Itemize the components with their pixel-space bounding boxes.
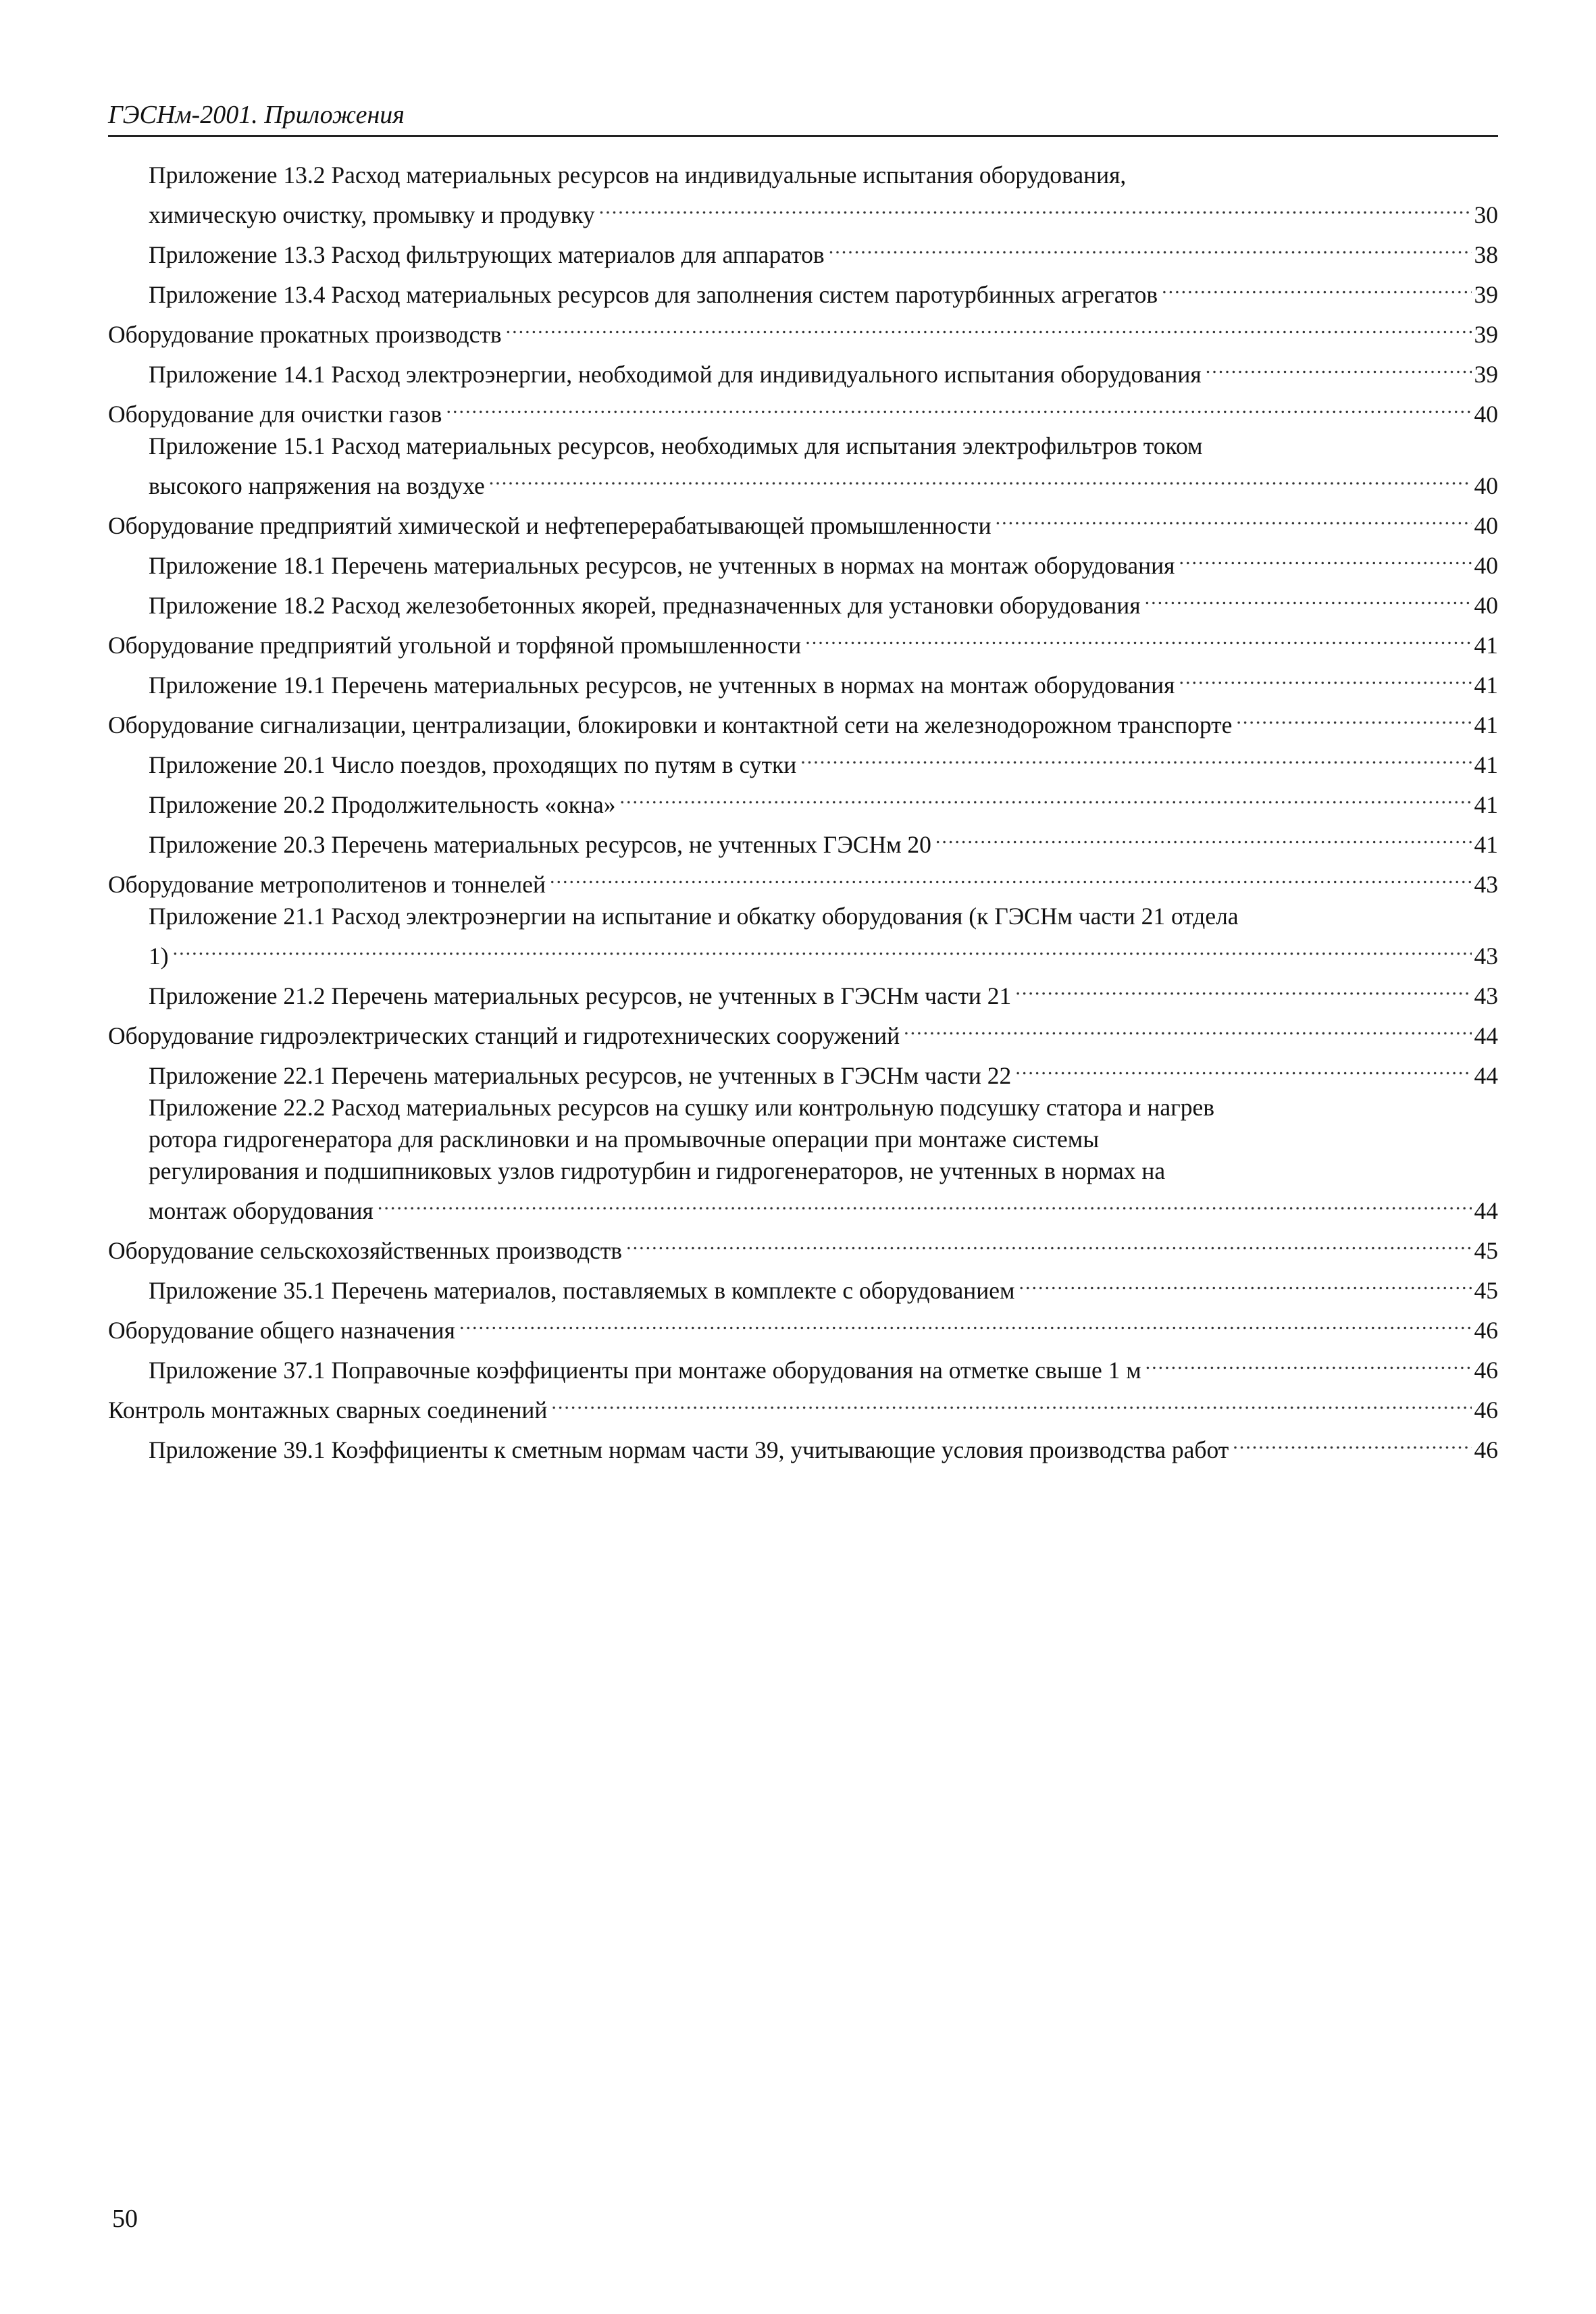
header-doc-code: ГЭСНм-2001. bbox=[108, 101, 258, 129]
toc-page-number: 41 bbox=[1474, 711, 1498, 738]
header-section: Приложения bbox=[264, 101, 405, 129]
toc-entry-title: Приложение 18.1 Перечень материальных ресурсов, не учтенных в нормах на монтаж оборудования bbox=[149, 552, 1175, 579]
toc-page-number: 41 bbox=[1474, 831, 1498, 858]
dot-leader bbox=[996, 502, 1472, 534]
toc-entry-title: Контроль монтажных сварных соединений bbox=[108, 1397, 548, 1424]
dot-leader bbox=[459, 1307, 1472, 1338]
toc-entry-line bbox=[108, 1386, 1498, 1426]
toc-entry-title: Оборудование сельскохозяйственных производств bbox=[108, 1237, 623, 1264]
toc-page-number: 38 bbox=[1474, 241, 1498, 268]
toc-entry-line bbox=[108, 701, 1498, 741]
toc-entry-text-line: Приложение 15.1 Расход материальных ресурсов, необходимых для испытания электрофильтров током bbox=[149, 432, 1203, 459]
dot-leader bbox=[1145, 582, 1472, 613]
toc-entry-text-line: Приложение 21.1 Расход электроэнергии на испытание и обкатку оборудования (к ГЭСНм части 21 отдела bbox=[149, 903, 1239, 930]
toc-entry-line bbox=[149, 781, 1498, 821]
dot-leader bbox=[1162, 271, 1471, 303]
toc-entry-line bbox=[149, 1052, 1498, 1092]
toc-entry-title: Приложение 21.2 Перечень материальных ресурсов, не учтенных в ГЭСНм части 21 bbox=[149, 982, 1012, 1009]
toc-appendix-entry bbox=[108, 542, 1498, 582]
dot-leader bbox=[446, 391, 1471, 422]
toc-section-entry bbox=[108, 701, 1498, 741]
page-number: 50 bbox=[112, 2205, 138, 2233]
toc-entry-text-line: регулирования и подшипниковых узлов гидротурбин и гидрогенераторов, не учтенных в нормах на bbox=[149, 1157, 1166, 1184]
toc-entry-title: Оборудование предприятий химической и нефтеперерабатывающей промышленности bbox=[108, 512, 992, 539]
dot-leader bbox=[378, 1187, 1472, 1219]
toc-section-entry bbox=[108, 622, 1498, 661]
toc-appendix-entry bbox=[108, 231, 1498, 271]
dot-leader bbox=[1179, 542, 1472, 574]
toc-entry-title: Оборудование для очистки газов bbox=[108, 401, 442, 428]
toc-entry-line bbox=[108, 1227, 1498, 1267]
toc-entry-title: 1) bbox=[149, 942, 169, 970]
toc-appendix-entry bbox=[108, 901, 1498, 972]
toc-entry-line bbox=[108, 311, 1498, 351]
toc-page-number: 40 bbox=[1474, 512, 1498, 539]
toc-page-number: 40 bbox=[1474, 592, 1498, 619]
toc-entry-line bbox=[149, 1187, 1498, 1227]
toc-page-number: 46 bbox=[1474, 1357, 1498, 1384]
toc-section-entry bbox=[108, 1227, 1498, 1267]
toc-page-number: 44 bbox=[1474, 1197, 1498, 1224]
toc-entry-title: монтаж оборудования bbox=[149, 1197, 374, 1224]
toc-appendix-entry bbox=[108, 1092, 1498, 1227]
toc-appendix-entry bbox=[108, 972, 1498, 1012]
toc-entry-text-line: Приложение 13.2 Расход материальных ресурсов на индивидуальные испытания оборудования, bbox=[149, 161, 1127, 188]
dot-leader bbox=[489, 462, 1472, 494]
toc-entry-line bbox=[149, 821, 1498, 861]
toc-section-entry bbox=[108, 311, 1498, 351]
dot-leader bbox=[935, 821, 1472, 853]
toc-section-entry bbox=[108, 1386, 1498, 1426]
toc-entry-line bbox=[149, 231, 1498, 271]
dot-leader bbox=[1015, 972, 1471, 1004]
toc-entry-title: химическую очистку, промывку и продувку bbox=[149, 201, 595, 228]
dot-leader bbox=[1236, 701, 1471, 733]
dot-leader bbox=[800, 741, 1471, 773]
toc-entry-line bbox=[149, 1267, 1498, 1307]
toc-entry-title: Оборудование общего назначения bbox=[108, 1317, 455, 1344]
toc-appendix-entry bbox=[108, 159, 1498, 231]
dot-leader bbox=[1233, 1426, 1471, 1458]
toc-entry-text-line: Приложение 22.2 Расход материальных ресурсов на сушку или контрольную подсушку статора и нагрев bbox=[149, 1094, 1214, 1121]
toc-page-number: 46 bbox=[1474, 1436, 1498, 1463]
dot-leader bbox=[805, 622, 1471, 653]
toc-appendix-entry bbox=[108, 1267, 1498, 1307]
toc-entry-title: Оборудование гидроэлектрических станций и гидротехнических сооружений bbox=[108, 1022, 900, 1049]
toc-entry-title: Приложение 20.3 Перечень материальных ресурсов, не учтенных ГЭСНм 20 bbox=[149, 831, 931, 858]
toc-entry-line bbox=[108, 1307, 1498, 1347]
dot-leader bbox=[506, 311, 1472, 343]
toc-section-entry bbox=[108, 502, 1498, 542]
toc-page-number: 41 bbox=[1474, 751, 1498, 778]
toc-entry-title: Приложение 39.1 Коэффициенты к сметным нормам части 39, учитывающие условия производства работ bbox=[149, 1436, 1229, 1463]
toc-page-number: 46 bbox=[1474, 1397, 1498, 1424]
header-rule bbox=[108, 135, 1498, 137]
dot-leader bbox=[626, 1227, 1471, 1259]
toc-entry-title: Приложение 13.3 Расход фильтрующих материалов для аппаратов bbox=[149, 241, 825, 268]
toc-appendix-entry bbox=[108, 271, 1498, 311]
toc-page-number: 46 bbox=[1474, 1317, 1498, 1344]
toc-page-number: 40 bbox=[1474, 401, 1498, 428]
toc-entry-title: Приложение 14.1 Расход электроэнергии, необходимой для индивидуального испытания оборудования bbox=[149, 361, 1202, 388]
toc-appendix-entry bbox=[108, 741, 1498, 781]
dot-leader bbox=[829, 231, 1472, 263]
toc-appendix-entry bbox=[108, 351, 1498, 391]
toc-page-number: 44 bbox=[1474, 1022, 1498, 1049]
dot-leader bbox=[173, 932, 1472, 964]
toc-entry-line bbox=[149, 191, 1498, 231]
toc-page-number: 43 bbox=[1474, 982, 1498, 1009]
toc-entry-title: Приложение 20.2 Продолжительность «окна» bbox=[149, 791, 616, 818]
toc-page-number: 43 bbox=[1474, 942, 1498, 970]
toc-page-number: 45 bbox=[1474, 1277, 1498, 1304]
toc-entry-text-line: ротора гидрогенератора для расклиновки и на промывочные операции при монтаже системы bbox=[149, 1126, 1100, 1153]
toc-entry-title: Оборудование прокатных производств bbox=[108, 321, 502, 348]
toc-entry-title: Приложение 22.1 Перечень материальных ресурсов, не учтенных в ГЭСНм части 22 bbox=[149, 1062, 1012, 1089]
toc-appendix-entry bbox=[108, 430, 1498, 502]
toc-entry-line bbox=[149, 582, 1498, 622]
toc-entry-line bbox=[108, 391, 1498, 430]
toc-entry-title: высокого напряжения на воздухе bbox=[149, 472, 485, 499]
toc-entry-line bbox=[108, 861, 1498, 901]
toc-appendix-entry bbox=[108, 1052, 1498, 1092]
toc-page-number: 41 bbox=[1474, 791, 1498, 818]
table-of-contents bbox=[108, 159, 1498, 1466]
toc-entry-title: Оборудование метрополитенов и тоннелей bbox=[108, 871, 546, 898]
dot-leader bbox=[620, 781, 1472, 813]
dot-leader bbox=[550, 861, 1472, 892]
toc-entry-line bbox=[149, 741, 1498, 781]
running-header bbox=[108, 100, 1498, 130]
toc-page-number: 43 bbox=[1474, 871, 1498, 898]
toc-entry-title: Оборудование предприятий угольной и торфяной промышленности bbox=[108, 632, 802, 659]
dot-leader bbox=[1145, 1347, 1472, 1378]
toc-entry-line bbox=[149, 542, 1498, 582]
toc-appendix-entry bbox=[108, 1426, 1498, 1466]
toc-appendix-entry bbox=[108, 582, 1498, 622]
toc-appendix-entry bbox=[108, 781, 1498, 821]
toc-section-entry bbox=[108, 391, 1498, 430]
toc-entry-title: Приложение 20.1 Число поездов, проходящих по путям в сутки bbox=[149, 751, 797, 778]
dot-leader bbox=[904, 1012, 1471, 1044]
toc-page-number: 39 bbox=[1474, 321, 1498, 348]
toc-entry-line bbox=[108, 502, 1498, 542]
toc-entry-line bbox=[108, 1012, 1498, 1052]
toc-entry-line bbox=[149, 462, 1498, 502]
toc-entry-line bbox=[149, 972, 1498, 1012]
dot-leader bbox=[1206, 351, 1472, 382]
toc-page-number: 41 bbox=[1474, 632, 1498, 659]
toc-appendix-entry bbox=[108, 821, 1498, 861]
dot-leader bbox=[1179, 661, 1472, 693]
toc-page-number: 39 bbox=[1474, 361, 1498, 388]
toc-entry-line bbox=[149, 1347, 1498, 1386]
toc-page-number: 40 bbox=[1474, 552, 1498, 579]
toc-entry-title: Приложение 35.1 Перечень материалов, поставляемых в комплекте с оборудованием bbox=[149, 1277, 1015, 1304]
toc-page-number: 39 bbox=[1474, 281, 1498, 308]
toc-section-entry bbox=[108, 1307, 1498, 1347]
toc-appendix-entry bbox=[108, 661, 1498, 701]
toc-page-number: 44 bbox=[1474, 1062, 1498, 1089]
toc-entry-title: Приложение 19.1 Перечень материальных ресурсов, не учтенных в нормах на монтаж оборудования bbox=[149, 672, 1175, 699]
toc-entry-title: Оборудование сигнализации, централизации, блокировки и контактной сети на железнодорожном транспорте bbox=[108, 711, 1233, 738]
dot-leader bbox=[551, 1386, 1471, 1418]
toc-page-number: 40 bbox=[1474, 472, 1498, 499]
toc-page-number: 41 bbox=[1474, 672, 1498, 699]
toc-entry-line bbox=[149, 351, 1498, 391]
dot-leader bbox=[1019, 1267, 1471, 1299]
toc-page-number: 45 bbox=[1474, 1237, 1498, 1264]
toc-entry-line bbox=[149, 932, 1498, 972]
toc-entry-line bbox=[149, 661, 1498, 701]
dot-leader bbox=[599, 191, 1472, 223]
toc-entry-title: Приложение 37.1 Поправочные коэффициенты при монтаже оборудования на отметке свыше 1 м bbox=[149, 1357, 1141, 1384]
toc-section-entry bbox=[108, 861, 1498, 901]
dot-leader bbox=[1015, 1052, 1471, 1084]
toc-appendix-entry bbox=[108, 1347, 1498, 1386]
toc-section-entry bbox=[108, 1012, 1498, 1052]
toc-entry-line bbox=[149, 1426, 1498, 1466]
toc-page-number: 30 bbox=[1474, 201, 1498, 228]
toc-entry-line bbox=[108, 622, 1498, 661]
toc-entry-line bbox=[149, 271, 1498, 311]
toc-entry-title: Приложение 18.2 Расход железобетонных якорей, предназначенных для установки оборудования bbox=[149, 592, 1141, 619]
toc-entry-title: Приложение 13.4 Расход материальных ресурсов для заполнения систем паротурбинных агрегатов bbox=[149, 281, 1158, 308]
